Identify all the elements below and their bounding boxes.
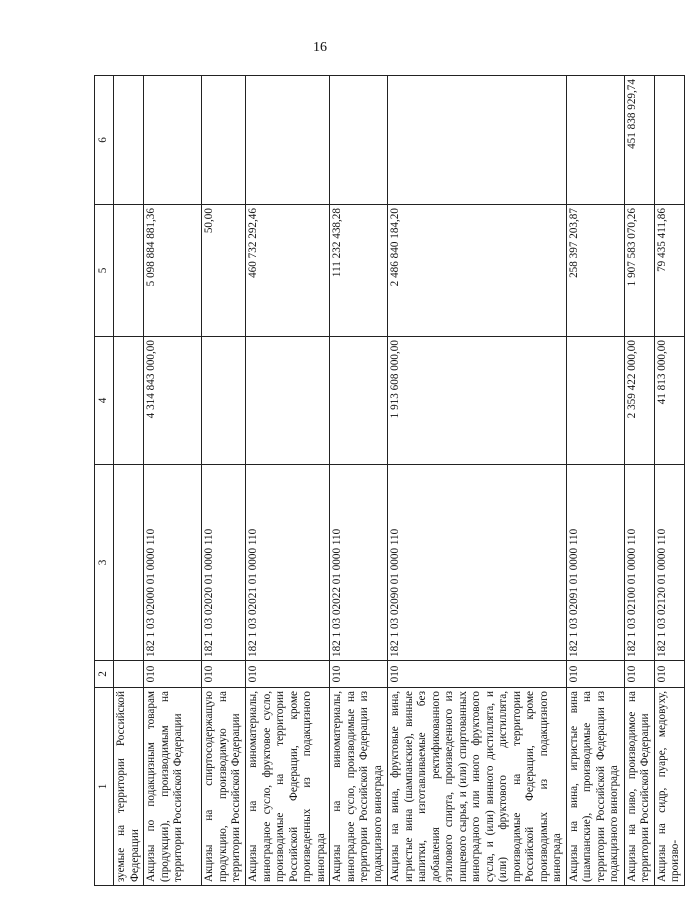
table-row <box>654 76 684 886</box>
table-row <box>388 76 567 886</box>
header-col-6: 6 <box>95 76 114 205</box>
row-name: Акцизы на сидр, пуаре, медовуху, произво- <box>654 688 684 886</box>
row-plan: 1 913 608 000,00 <box>388 337 567 465</box>
row-code: 010 <box>246 661 330 688</box>
row-plan: 4 314 843 000,00 <box>144 337 202 465</box>
row-fact <box>114 205 144 337</box>
row-name: Акцизы на вина, игристые вина (шампанские), производимые на территории Российской Федерации из подакцизного винограда <box>566 688 624 886</box>
row-code: 010 <box>144 661 202 688</box>
row-fact: 111 232 438,28 <box>330 205 388 337</box>
row-extra <box>388 76 567 205</box>
table-row <box>144 76 202 886</box>
row-fact: 79 435 411,86 <box>654 205 684 337</box>
row-fact: 2 486 840 184,20 <box>388 205 567 337</box>
excise-table <box>94 75 685 886</box>
row-extra <box>330 76 388 205</box>
row-kbk: 182 1 03 02090 01 0000 110 <box>388 465 567 661</box>
row-kbk: 182 1 03 02120 01 0000 110 <box>654 465 684 661</box>
row-name: зуемые на территории Российской Федерации <box>114 688 144 886</box>
header-col-5: 5 <box>95 205 114 337</box>
row-kbk: 182 1 03 02100 01 0000 110 <box>624 465 654 661</box>
rotated-table-frame <box>94 76 681 886</box>
row-code: 010 <box>330 661 388 688</box>
row-code: 010 <box>202 661 246 688</box>
row-plan <box>246 337 330 465</box>
table-row <box>114 76 144 886</box>
header-col-2: 2 <box>95 661 114 688</box>
row-name: Акцизы на спиртосодержащую продукцию, производимую на территории Российской Федерации <box>202 688 246 886</box>
row-name: Акцизы по подакцизным товарам (продукции), производимым на территории Российской Федерации <box>144 688 202 886</box>
table-row <box>202 76 246 886</box>
row-extra <box>202 76 246 205</box>
row-extra <box>114 76 144 205</box>
row-code <box>114 661 144 688</box>
row-extra <box>654 76 684 205</box>
row-fact: 50,00 <box>202 205 246 337</box>
table-row <box>330 76 388 886</box>
table-row <box>624 76 654 886</box>
row-name: Акцизы на виноматериалы, виноградное сусло, фруктовое сусло, производимые на территории Российской Федерации, кроме произведенных из подакцизного винограда <box>246 688 330 886</box>
row-fact: 460 732 292,46 <box>246 205 330 337</box>
row-code: 010 <box>624 661 654 688</box>
table-row <box>566 76 624 886</box>
row-extra: 451 838 929,74 <box>624 76 654 205</box>
page-number: 16 <box>313 40 327 55</box>
row-kbk: 182 1 03 02022 01 0000 110 <box>330 465 388 661</box>
header-row <box>95 76 114 886</box>
row-kbk: 182 1 03 02000 01 0000 110 <box>144 465 202 661</box>
header-col-1: 1 <box>95 688 114 886</box>
header-col-3: 3 <box>95 465 114 661</box>
row-name: Акцизы на вина, фруктовые вина, игристые вина (шампанские), винные напитки, изготавливаемые без добавления ректификованного этилового спирта, произведенного из пищевого сырья, и (или) спиртованных виноградного или иного фруктового сусла, и (или) винного дистиллята, и (или) фруктового дистиллята, производимые на территории Российской Федерации, кроме производимых из подакцизного винограда <box>388 688 567 886</box>
row-plan: 2 359 422 000,00 <box>624 337 654 465</box>
header-col-4: 4 <box>95 337 114 465</box>
row-plan: 41 813 000,00 <box>654 337 684 465</box>
row-kbk <box>114 465 144 661</box>
row-extra <box>246 76 330 205</box>
row-name: Акцизы на виноматериалы, виноградное сусло, производимые на территории Российской Федерации из подакцизного винограда <box>330 688 388 886</box>
row-extra <box>566 76 624 205</box>
row-kbk: 182 1 03 02021 01 0000 110 <box>246 465 330 661</box>
row-plan <box>566 337 624 465</box>
row-plan <box>202 337 246 465</box>
row-fact: 1 907 583 070,26 <box>624 205 654 337</box>
row-plan <box>330 337 388 465</box>
row-code: 010 <box>566 661 624 688</box>
row-fact: 258 397 203,87 <box>566 205 624 337</box>
row-name: Акцизы на пиво, производимое на территории Российской Федерации <box>624 688 654 886</box>
row-code: 010 <box>388 661 567 688</box>
row-code: 010 <box>654 661 684 688</box>
row-extra <box>144 76 202 205</box>
table-container <box>94 76 681 886</box>
row-kbk: 182 1 03 02020 01 0000 110 <box>202 465 246 661</box>
table-row <box>246 76 330 886</box>
row-fact: 5 098 884 881,36 <box>144 205 202 337</box>
row-kbk: 182 1 03 02091 01 0000 110 <box>566 465 624 661</box>
row-plan <box>114 337 144 465</box>
